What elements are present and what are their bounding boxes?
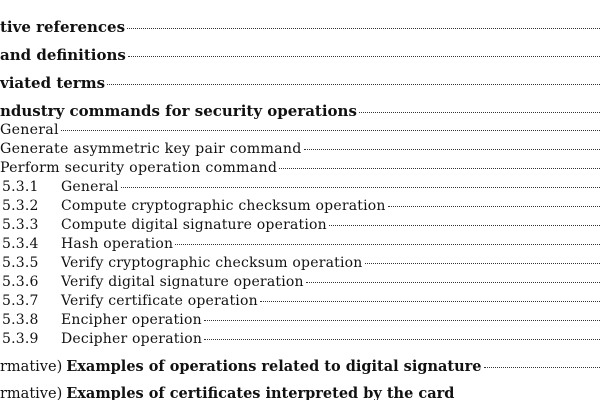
toc-entry-annex-certificates[interactable]	[0, 385, 600, 400]
toc-entry-annex-prefix: rmative)	[0, 359, 63, 375]
toc-entry-title: Verify cryptographic checksum operation	[61, 255, 363, 271]
toc-entry-normative-references[interactable]	[0, 18, 600, 36]
dot-leader	[279, 168, 600, 169]
dot-leader	[175, 244, 600, 245]
toc-entry-abbreviated-terms[interactable]	[0, 74, 600, 92]
toc-entry-5-3-6[interactable]	[0, 274, 600, 290]
dot-leader	[121, 187, 600, 188]
toc-entry-annex-digital-signature[interactable]	[0, 358, 600, 375]
toc-entry-perform-security-operation[interactable]	[0, 160, 600, 176]
toc-entry-number: 5.3.6	[2, 274, 39, 290]
toc-entry-title: Examples of operations related to digital signature	[66, 358, 482, 375]
toc-entry-title: and definitions	[0, 46, 126, 64]
toc-entry-title: Compute digital signature operation	[61, 217, 327, 233]
dot-leader	[306, 282, 600, 283]
dot-leader	[204, 339, 600, 340]
toc-entry-title: Verify digital signature operation	[61, 274, 304, 290]
toc-entry-5-3-9[interactable]	[0, 331, 600, 347]
toc-entry-5-3-2[interactable]	[0, 198, 600, 214]
toc-entry-number: 5.3.1	[2, 179, 39, 195]
dot-leader	[388, 206, 600, 207]
toc-entry-number: 5.3.9	[2, 331, 39, 347]
toc-entry-5-3-5[interactable]	[0, 255, 600, 271]
toc-entry-generate-key-pair[interactable]	[0, 141, 600, 157]
dot-leader	[359, 112, 600, 113]
toc-entry-5-3-7[interactable]	[0, 293, 600, 309]
toc-entry-number: 5.3.8	[2, 312, 39, 328]
toc-entry-terms-and-definitions[interactable]	[0, 46, 600, 64]
toc-entry-number: 5.3.3	[2, 217, 39, 233]
toc-entry-title: Compute cryptographic checksum operation	[61, 198, 386, 214]
toc-entry-5-3-1[interactable]	[0, 179, 600, 195]
dot-leader	[365, 263, 600, 264]
toc-entry-title: Decipher operation	[61, 331, 203, 347]
dot-leader	[128, 56, 600, 57]
dot-leader	[107, 84, 600, 85]
toc-entry-title: Verify certificate operation	[61, 293, 258, 309]
toc-entry-annex-prefix: rmative)	[0, 386, 63, 400]
dot-leader	[204, 320, 600, 321]
toc-entry-title: General	[0, 122, 59, 138]
dot-leader	[329, 225, 600, 226]
toc-entry-title: viated terms	[0, 74, 106, 92]
dot-leader	[304, 149, 600, 150]
toc-entry-number: 5.3.4	[2, 236, 39, 252]
toc-entry-title: ndustry commands for security operations	[0, 102, 357, 120]
toc-entry-5-3-8[interactable]	[0, 312, 600, 328]
toc-entry-title: Encipher operation	[61, 312, 202, 328]
toc-entry-title: Hash operation	[61, 236, 174, 252]
dot-leader	[61, 130, 600, 131]
toc-entry-title: tive references	[0, 18, 126, 36]
dot-leader	[260, 301, 600, 302]
toc-entry-5-3-3[interactable]	[0, 217, 600, 233]
toc-entry-interindustry-commands[interactable]	[0, 102, 600, 120]
toc-entry-title: Generate asymmetric key pair command	[0, 141, 302, 157]
toc-entry-number: 5.3.7	[2, 293, 39, 309]
toc-entry-general[interactable]	[0, 122, 600, 138]
toc-entry-number: 5.3.5	[2, 255, 39, 271]
toc-entry-number: 5.3.2	[2, 198, 39, 214]
dot-leader	[127, 28, 600, 29]
toc-entry-title: Perform security operation command	[0, 160, 278, 176]
dot-leader	[484, 367, 600, 368]
toc-entry-5-3-4[interactable]	[0, 236, 600, 252]
toc-entry-title: Examples of certificates interpreted by the card	[66, 385, 455, 400]
toc-entry-title: General	[61, 179, 119, 195]
